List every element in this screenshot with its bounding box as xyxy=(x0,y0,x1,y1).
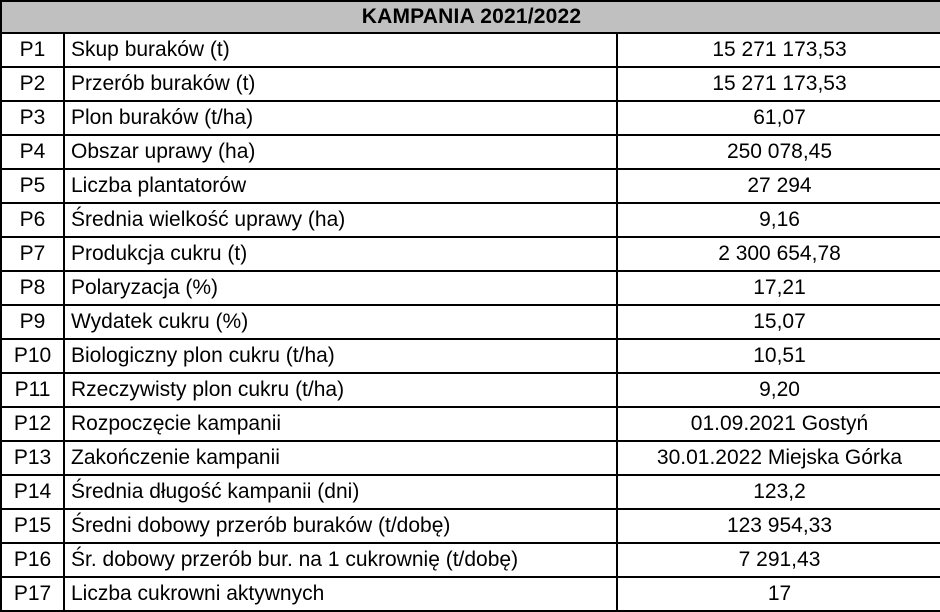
row-value: 10,51 xyxy=(617,339,940,373)
row-value: 2 300 654,78 xyxy=(617,237,940,271)
row-value: 15,07 xyxy=(617,305,940,339)
row-label: Skup buraków (t) xyxy=(64,33,617,67)
row-label: Biologiczny plon cukru (t/ha) xyxy=(64,339,617,373)
table-row xyxy=(1,237,940,271)
table-row xyxy=(1,373,940,407)
row-label: Średnia długość kampanii (dni) xyxy=(64,475,617,509)
row-value: 17 xyxy=(617,577,940,611)
row-label: Plon buraków (t/ha) xyxy=(64,101,617,135)
table-row xyxy=(1,543,940,577)
row-code: P1 xyxy=(1,33,64,67)
row-code: P6 xyxy=(1,203,64,237)
row-label: Obszar uprawy (ha) xyxy=(64,135,617,169)
row-code: P17 xyxy=(1,577,64,611)
row-value: 7 291,43 xyxy=(617,543,940,577)
table-row xyxy=(1,407,940,441)
row-value: 123,2 xyxy=(617,475,940,509)
row-label: Przerób buraków (t) xyxy=(64,67,617,101)
row-code: P13 xyxy=(1,441,64,475)
row-code: P11 xyxy=(1,373,64,407)
row-value: 01.09.2021 Gostyń xyxy=(617,407,940,441)
row-code: P3 xyxy=(1,101,64,135)
row-label: Średnia wielkość uprawy (ha) xyxy=(64,203,617,237)
table-row xyxy=(1,67,940,101)
row-value: 61,07 xyxy=(617,101,940,135)
table-row xyxy=(1,305,940,339)
table-row xyxy=(1,271,940,305)
row-label: Zakończenie kampanii xyxy=(64,441,617,475)
row-value: 9,20 xyxy=(617,373,940,407)
row-code: P2 xyxy=(1,67,64,101)
row-value: 27 294 xyxy=(617,169,940,203)
row-label: Rzeczywisty plon cukru (t/ha) xyxy=(64,373,617,407)
row-code: P5 xyxy=(1,169,64,203)
row-value: 250 078,45 xyxy=(617,135,940,169)
row-code: P15 xyxy=(1,509,64,543)
row-value: 123 954,33 xyxy=(617,509,940,543)
table-row xyxy=(1,577,940,611)
table-row xyxy=(1,135,940,169)
row-code: P10 xyxy=(1,339,64,373)
row-label: Liczba cukrowni aktywnych xyxy=(64,577,617,611)
row-code: P14 xyxy=(1,475,64,509)
row-value: 15 271 173,53 xyxy=(617,67,940,101)
row-value: 15 271 173,53 xyxy=(617,33,940,67)
table-row xyxy=(1,169,940,203)
table-header-row xyxy=(1,1,940,33)
row-label: Rozpoczęcie kampanii xyxy=(64,407,617,441)
table-row xyxy=(1,203,940,237)
table-row xyxy=(1,33,940,67)
row-code: P4 xyxy=(1,135,64,169)
table-title: KAMPANIA 2021/2022 xyxy=(1,1,940,33)
row-label: Liczba plantatorów xyxy=(64,169,617,203)
table-row xyxy=(1,509,940,543)
table-row xyxy=(1,101,940,135)
row-value: 9,16 xyxy=(617,203,940,237)
row-code: P12 xyxy=(1,407,64,441)
table-row xyxy=(1,441,940,475)
row-label: Polaryzacja (%) xyxy=(64,271,617,305)
row-value: 30.01.2022 Miejska Górka xyxy=(617,441,940,475)
row-code: P8 xyxy=(1,271,64,305)
row-label: Śr. dobowy przerób bur. na 1 cukrownię (t/dobę) xyxy=(64,543,617,577)
row-value: 17,21 xyxy=(617,271,940,305)
row-code: P7 xyxy=(1,237,64,271)
row-label: Wydatek cukru (%) xyxy=(64,305,617,339)
row-label: Średni dobowy przerób buraków (t/dobę) xyxy=(64,509,617,543)
table-row xyxy=(1,339,940,373)
row-label: Produkcja cukru (t) xyxy=(64,237,617,271)
row-code: P16 xyxy=(1,543,64,577)
row-code: P9 xyxy=(1,305,64,339)
table-row xyxy=(1,475,940,509)
